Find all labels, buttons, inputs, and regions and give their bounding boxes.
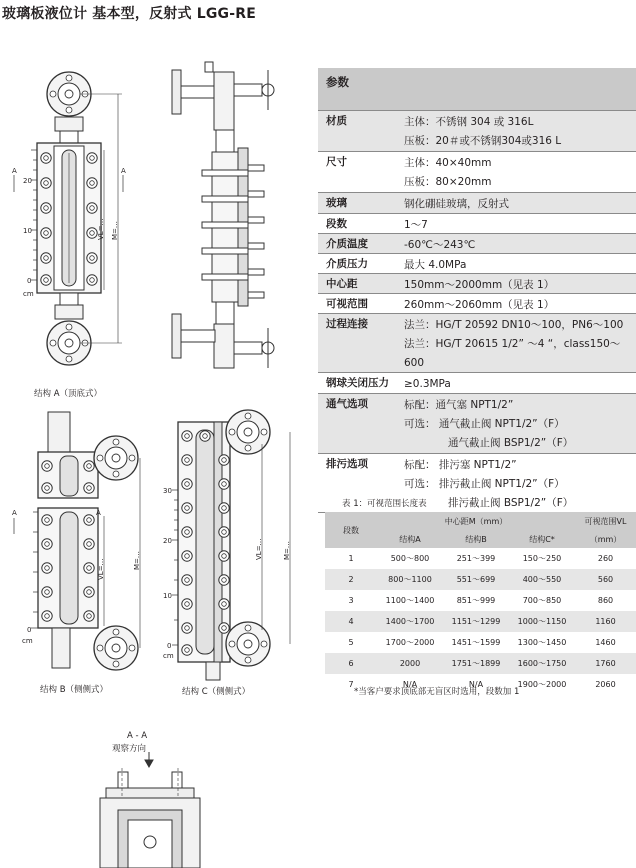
param-value-line: 主体：40×40mm: [404, 157, 492, 169]
th-center-distance: 中心距M（mm）: [377, 512, 575, 530]
param-value-line: 法兰：HG/T 20615 1/2” ～4 “，class150～600: [404, 338, 621, 369]
param-value: [404, 113, 634, 151]
table-cell: 1300～1450: [517, 638, 567, 647]
table-cell: 5: [348, 638, 354, 647]
param-value: [404, 396, 634, 453]
scale-c-30: 30: [163, 487, 172, 495]
param-label: 介质压力: [326, 258, 368, 270]
param-label: 中心距: [326, 278, 358, 290]
param-value-line: 可选： 排污截止阀 NPT1/2”（F）: [404, 478, 565, 490]
table-cell: 851～999: [456, 596, 496, 605]
table-cell: 1600～1750: [509, 653, 575, 674]
param-row: [318, 372, 636, 393]
param-row: [318, 192, 636, 213]
table-cell: 1100～1400: [385, 596, 435, 605]
th-struct-b: 结构B: [443, 530, 509, 548]
param-label: 钢球关闭压力: [326, 377, 389, 389]
param-label: 尺寸: [326, 156, 347, 168]
param-value-line: 260mm～2060mm（见表 1）: [404, 299, 555, 311]
scale-b-0: 0: [27, 626, 32, 634]
table-cell: N/A: [402, 680, 418, 689]
section-mark-b-left: A: [12, 509, 17, 517]
param-value-line: 法兰：HG/T 20592 DN10～100，PN6～100: [404, 319, 624, 331]
param-label: 过程连接: [326, 318, 368, 330]
scale-a-cm: cm: [23, 290, 34, 298]
caption-structure-a: 结构 A（顶底式）: [34, 389, 103, 399]
scale-c-cm: cm: [163, 652, 174, 660]
param-value-line: 钢化硼硅玻璃，反射式: [404, 198, 509, 210]
param-row: [318, 151, 636, 192]
caption-structure-b: 结构 B（侧侧式）: [40, 685, 109, 695]
param-value-line: ≥0.3MPa: [404, 378, 451, 390]
param-value-line: 可选： 通气截止阀 NPT1/2”（F）: [404, 418, 565, 430]
param-label: 可视范围: [326, 298, 368, 310]
param-label: 排污选项: [326, 458, 368, 470]
caption-structure-c: 结构 C（侧侧式）: [182, 687, 251, 697]
table-row: [325, 590, 636, 611]
parameter-table: [318, 68, 636, 513]
param-row: [318, 293, 636, 313]
table-cell: 1900～2000: [517, 680, 567, 689]
table1-caption: 表 1：可视范围长度表: [342, 499, 427, 509]
param-value-line: 排污截止阀 BSP1/2”（F）: [448, 497, 574, 509]
table-row: [325, 611, 636, 632]
param-value: [404, 154, 634, 192]
m-dim-b: M=…: [133, 551, 141, 570]
param-value-line: 主体：不锈钢 304 或 316L: [404, 116, 534, 128]
table-cell: N/A: [468, 680, 484, 689]
table-cell: 6: [325, 653, 377, 674]
param-row: [318, 110, 636, 151]
table-cell: 1451～1599: [451, 638, 501, 647]
scale-c-0: 0: [167, 642, 172, 650]
table-cell: 700～850: [522, 596, 562, 605]
param-label: 段数: [326, 218, 347, 230]
table-cell: 1000～1150: [509, 611, 575, 632]
param-value-line: 1～7: [404, 219, 428, 231]
table-row: [325, 653, 636, 674]
table-row: [325, 632, 636, 653]
section-mark-a-right: A: [121, 167, 126, 175]
section-mark-b-right: A: [96, 509, 101, 517]
table-row: [325, 548, 636, 569]
param-value-line: 通气截止阀 BSP1/2”（F）: [448, 437, 574, 449]
param-label: 玻璃: [326, 197, 347, 209]
table-cell: 2000: [377, 653, 443, 674]
table-cell: 1760: [575, 653, 636, 674]
param-row: [318, 213, 636, 233]
table-row: [325, 569, 636, 590]
table-cell: 1460: [595, 638, 616, 647]
param-value-line: 压板：80×20mm: [404, 176, 492, 188]
table-cell: 2: [325, 569, 377, 590]
page-title: 玻璃板液位计 基本型，反射式 LGG-RE: [2, 6, 257, 22]
table-cell: 251～399: [456, 554, 496, 563]
table-cell: 1: [348, 554, 354, 563]
th-struct-c: 结构C*: [509, 530, 575, 548]
table-cell: 2060: [595, 680, 616, 689]
param-row: [318, 393, 636, 453]
param-value: [404, 316, 634, 373]
table-cell: 260: [597, 554, 614, 563]
param-row: [318, 273, 636, 293]
table-cell: 7: [348, 680, 354, 689]
param-value: [404, 456, 634, 513]
param-row: [318, 253, 636, 273]
param-value-line: -60℃～243℃: [404, 239, 476, 251]
scale-c-20: 20: [163, 537, 172, 545]
param-value-line: 150mm～2000mm（见表 1）: [404, 279, 555, 291]
th-visible-unit: （mm）: [575, 530, 636, 548]
table-cell: 150～250: [522, 554, 562, 563]
table-cell: 1151～1299: [443, 611, 509, 632]
table-cell: 1160: [575, 611, 636, 632]
scale-a-0: 0: [27, 277, 32, 285]
param-label: 材质: [326, 115, 347, 127]
vl-dim-a: VL=…: [97, 218, 105, 240]
param-value-line: 最大 4.0MPa: [404, 259, 467, 271]
table1-footnote: *当客户要求顶底部无盲区时选用，段数加 1: [354, 687, 520, 697]
table-cell: 500～800: [390, 554, 430, 563]
table-cell: 3: [348, 596, 354, 605]
table-cell: 4: [325, 611, 377, 632]
structure-b-view: [14, 412, 140, 670]
table-cell: 800～1100: [377, 569, 443, 590]
structure-a-side-view: [172, 62, 274, 368]
th-visible-range: 可视范围VL: [575, 512, 636, 530]
structure-c-view: [172, 410, 290, 680]
visible-range-table: [325, 512, 636, 695]
param-row: [318, 233, 636, 253]
scale-c-10: 10: [163, 592, 172, 600]
section-a-a-view: [100, 752, 200, 868]
table-cell: 1400～1700: [377, 611, 443, 632]
param-value: [404, 195, 634, 214]
param-label: 介质温度: [326, 238, 368, 250]
param-label: 通气选项: [326, 398, 368, 410]
caption-section-aa: A - A: [127, 731, 148, 741]
param-value-line: 压板：20＃或不锈钢304或316 L: [404, 135, 562, 147]
scale-b-cm: cm: [22, 637, 33, 645]
vl-dim-c: VL=…: [255, 538, 263, 560]
caption-view-direction: 观察方向: [112, 744, 147, 754]
th-sections: 段数: [325, 512, 377, 548]
m-dim-c: M=…: [283, 541, 291, 560]
structure-a-front-view: [14, 72, 123, 365]
vl-dim-b: VL=…: [97, 558, 105, 580]
table-cell: 400～550: [509, 569, 575, 590]
param-row: [318, 313, 636, 372]
table-cell: 1700～2000: [385, 638, 435, 647]
parameter-table-header: 参数: [318, 68, 636, 110]
scale-a-20: 20: [23, 177, 32, 185]
param-value-line: 标配： 排污塞 NPT1/2”: [404, 459, 517, 471]
table-cell: 560: [575, 569, 636, 590]
section-mark-a-left: A: [12, 167, 17, 175]
th-struct-a: 结构A: [377, 530, 443, 548]
table-cell: 1751～1899: [443, 653, 509, 674]
scale-a-10: 10: [23, 227, 32, 235]
param-value-line: 标配：通气塞 NPT1/2”: [404, 399, 514, 411]
param-value: [404, 375, 634, 394]
table-cell: 860: [597, 596, 614, 605]
table-cell: 551～699: [443, 569, 509, 590]
m-dim-a: M=…: [111, 221, 119, 240]
